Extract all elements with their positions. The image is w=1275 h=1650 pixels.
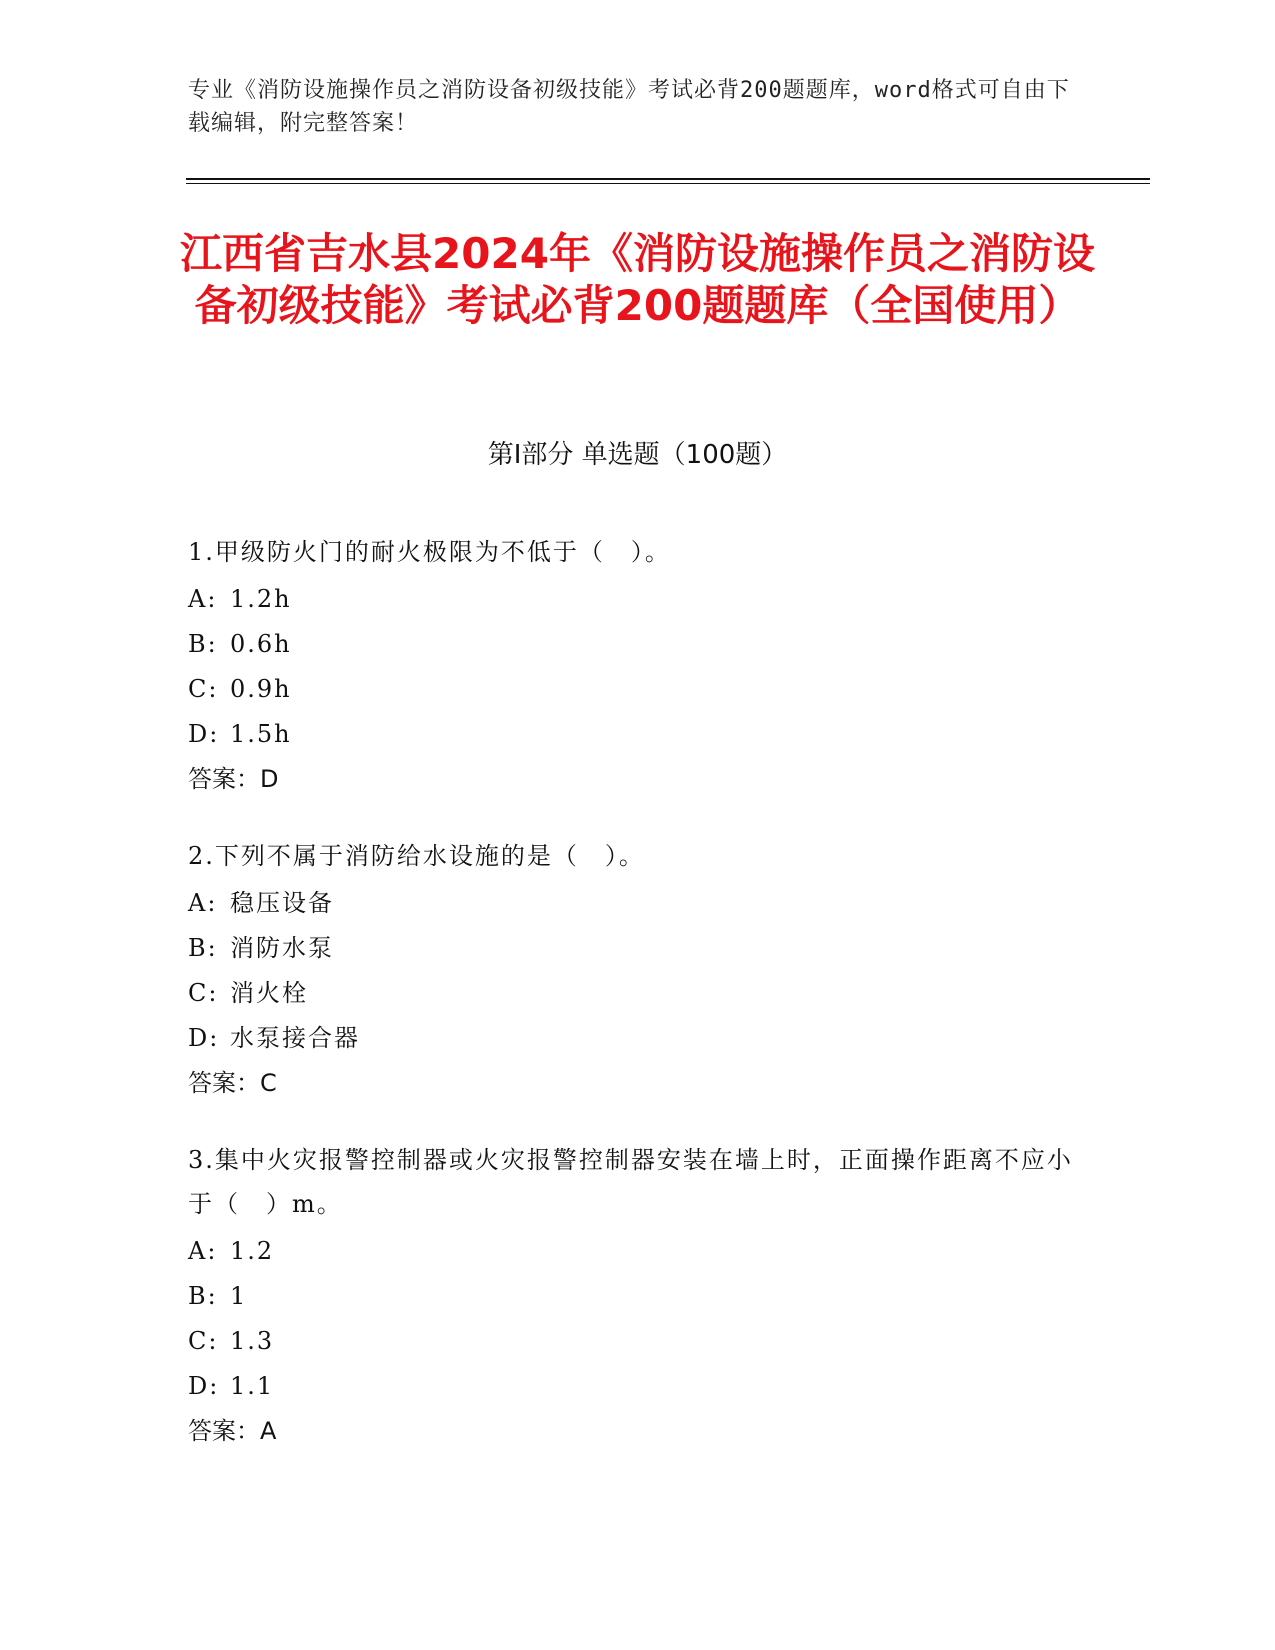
option-text: 1.1 <box>230 1372 275 1400</box>
option-text: 1.2 <box>230 1237 275 1265</box>
option-key: D: <box>188 1024 220 1052</box>
header-note: 专业《消防设施操作员之消防设备初级技能》考试必背200题题库，word格式可自由下载编辑，附完整答案！ <box>188 78 1070 136</box>
section-heading: 第Ⅰ部分 单选题（100题） <box>487 440 788 470</box>
question-2 <box>188 834 1088 1106</box>
option-text: 稳压设备 <box>230 889 334 917</box>
option-key: C: <box>188 979 219 1007</box>
option-c <box>188 971 1088 1016</box>
option-key: D: <box>188 720 220 748</box>
option-a <box>188 881 1088 926</box>
option-text: 1 <box>230 1282 248 1310</box>
option-key: B: <box>188 630 218 658</box>
option-text: 消防水泵 <box>230 934 334 962</box>
question-stem: 2.下列不属于消防给水设施的是（ ）。 <box>188 842 645 870</box>
option-key: B: <box>188 1282 218 1310</box>
question-1 <box>188 530 1088 802</box>
option-d <box>188 1016 1088 1061</box>
question-stem: 3.集中火灾报警控制器或火灾报警控制器安装在墙上时，正面操作距离不应小于（ ）m。 <box>188 1146 1073 1218</box>
option-a <box>188 577 1088 622</box>
question-3 <box>188 1138 1088 1454</box>
option-b <box>188 1274 1088 1319</box>
answer-line: 答案：A <box>188 1417 277 1445</box>
header-rule-thin <box>186 183 1150 184</box>
option-key: C: <box>188 675 219 703</box>
option-text: 0.6h <box>230 630 292 658</box>
header-rule-thick <box>186 178 1150 180</box>
option-b <box>188 622 1088 667</box>
option-d <box>188 1364 1088 1409</box>
option-c <box>188 1319 1088 1364</box>
option-key: A: <box>188 889 218 917</box>
option-text: 1.5h <box>230 720 292 748</box>
option-key: A: <box>188 1237 218 1265</box>
document-title: 江西省吉水县2024年《消防设施操作员之消防设备初级技能》考试必背200题题库（全国使用） <box>180 229 1095 330</box>
option-key: C: <box>188 1327 219 1355</box>
option-text: 水泵接合器 <box>230 1024 360 1052</box>
option-text: 1.3 <box>230 1327 275 1355</box>
option-key: B: <box>188 934 218 962</box>
question-list <box>188 530 1088 1486</box>
option-text: 1.2h <box>230 585 292 613</box>
answer-line: 答案：C <box>188 1069 277 1097</box>
option-key: A: <box>188 585 218 613</box>
option-d <box>188 712 1088 757</box>
option-c <box>188 667 1088 712</box>
option-text: 消火栓 <box>230 979 308 1007</box>
option-text: 0.9h <box>230 675 292 703</box>
option-b <box>188 926 1088 971</box>
option-a <box>188 1229 1088 1274</box>
option-key: D: <box>188 1372 220 1400</box>
answer-line: 答案：D <box>188 765 279 793</box>
question-stem: 1.甲级防火门的耐火极限为不低于（ ）。 <box>188 538 671 566</box>
